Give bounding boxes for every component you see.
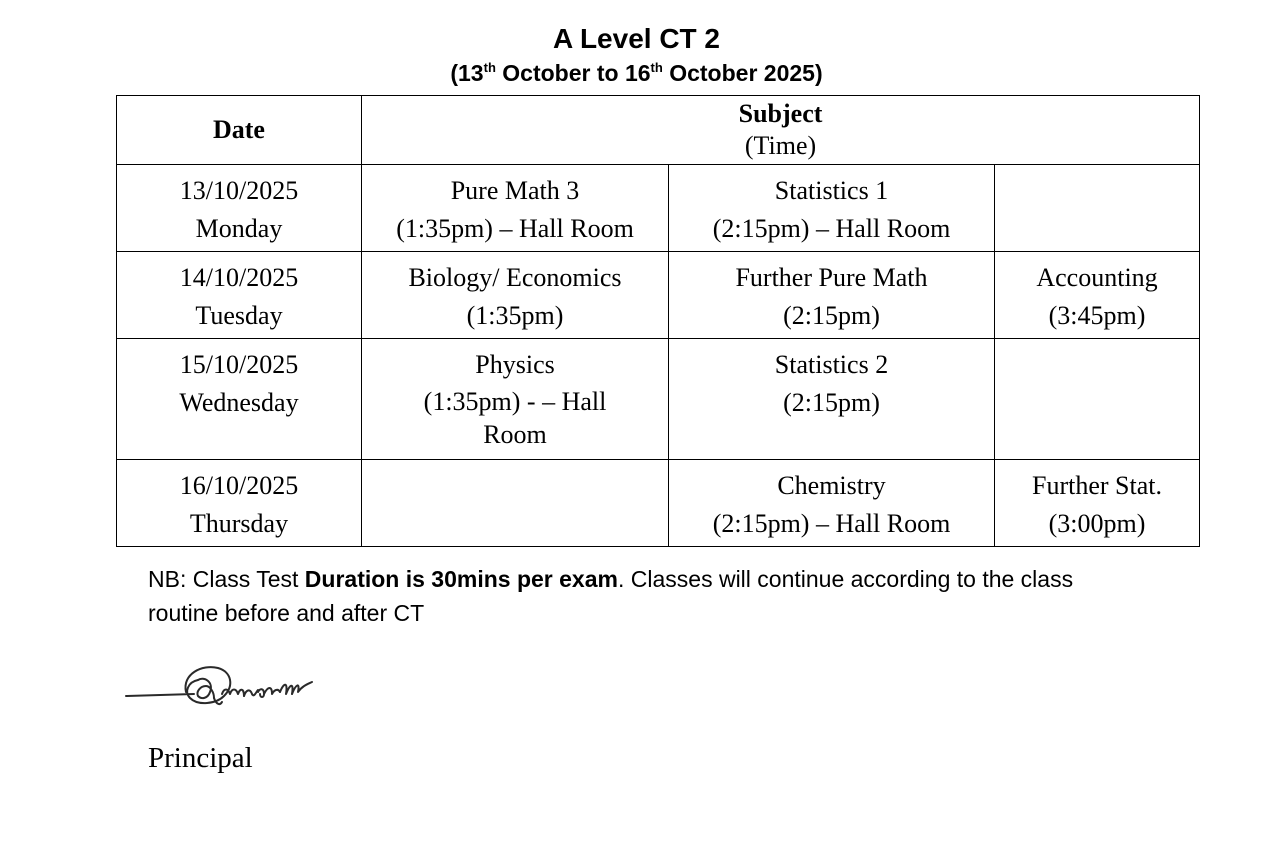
exam-time: (1:35pm) - – Hall Room <box>423 387 607 449</box>
exam-time: (2:15pm) <box>783 301 880 330</box>
exam-cell-empty <box>995 165 1200 252</box>
exam-cell <box>669 339 995 460</box>
day-value: Monday <box>195 214 283 243</box>
table-row <box>117 165 1200 252</box>
exam-cell <box>995 252 1200 339</box>
exam-time: (2:15pm) <box>783 388 880 417</box>
exam-cell <box>669 252 995 339</box>
document-title: A Level CT 2 <box>552 23 720 54</box>
table-header-row <box>117 96 1200 165</box>
day-value: Thursday <box>189 509 289 538</box>
subtitle-mid: October to 16 <box>495 60 651 86</box>
exam-time: (1:35pm) <box>466 301 564 330</box>
exam-time: (1:35pm) – Hall Room <box>396 214 634 243</box>
signer-title: Principal <box>148 742 253 774</box>
date-header <box>117 96 362 165</box>
subject-name: Chemistry <box>777 471 886 500</box>
exam-cell-empty <box>362 460 669 547</box>
date-value: 16/10/2025 <box>179 471 299 500</box>
subject-name: Physics <box>475 350 555 379</box>
subject-name: Statistics 1 <box>774 176 889 205</box>
date-header-label: Date <box>213 115 265 144</box>
document-header <box>0 22 1273 88</box>
note-bold: Duration is 30mins per exam <box>304 566 618 592</box>
subject-name: Pure Math 3 <box>450 176 580 205</box>
subject-name: Statistics 2 <box>774 350 889 379</box>
day-value: Wednesday <box>179 388 299 417</box>
exam-cell <box>995 460 1200 547</box>
table-row <box>117 460 1200 547</box>
exam-time: (2:15pm) – Hall Room <box>712 214 951 243</box>
note-suffix: . Classes will continue according to the class routine before and after CT <box>148 566 1074 626</box>
exam-cell <box>669 460 995 547</box>
subject-name: Accounting <box>1036 263 1158 292</box>
exam-cell <box>669 165 995 252</box>
subtitle-close: October 2025) <box>662 60 823 86</box>
time-header-label: (Time) <box>744 131 817 160</box>
table-row <box>117 339 1200 460</box>
date-value: 14/10/2025 <box>179 263 299 292</box>
day-value: Tuesday <box>195 301 283 330</box>
date-value: 15/10/2025 <box>179 350 299 379</box>
date-cell <box>117 165 362 252</box>
subtitle-open: (13 <box>450 60 484 86</box>
exam-cell <box>362 252 669 339</box>
subject-name: Further Pure Math <box>735 263 928 292</box>
subject-name: Biology/ Economics <box>408 263 622 292</box>
subtitle-sup-1: th <box>483 60 496 75</box>
exam-time: (3:00pm) <box>1048 509 1146 538</box>
principal-signature-icon <box>124 652 344 722</box>
subject-header <box>362 96 1200 165</box>
date-range-subtitle <box>0 58 1273 88</box>
date-cell <box>117 339 362 460</box>
subtitle-sup-2: th <box>650 60 663 75</box>
subject-name: Further Stat. <box>1032 471 1163 500</box>
exam-time: (2:15pm) – Hall Room <box>712 509 951 538</box>
exam-routine-table <box>116 95 1200 547</box>
exam-cell <box>362 339 669 460</box>
exam-cell <box>362 165 669 252</box>
date-cell <box>117 460 362 547</box>
exam-note <box>148 562 1128 630</box>
exam-cell-empty <box>995 339 1200 460</box>
date-value: 13/10/2025 <box>179 176 299 205</box>
exam-time: (3:45pm) <box>1048 301 1146 330</box>
note-prefix: NB: Class Test <box>148 566 305 592</box>
date-cell <box>117 252 362 339</box>
table-row <box>117 252 1200 339</box>
subject-header-label: Subject <box>738 99 823 128</box>
